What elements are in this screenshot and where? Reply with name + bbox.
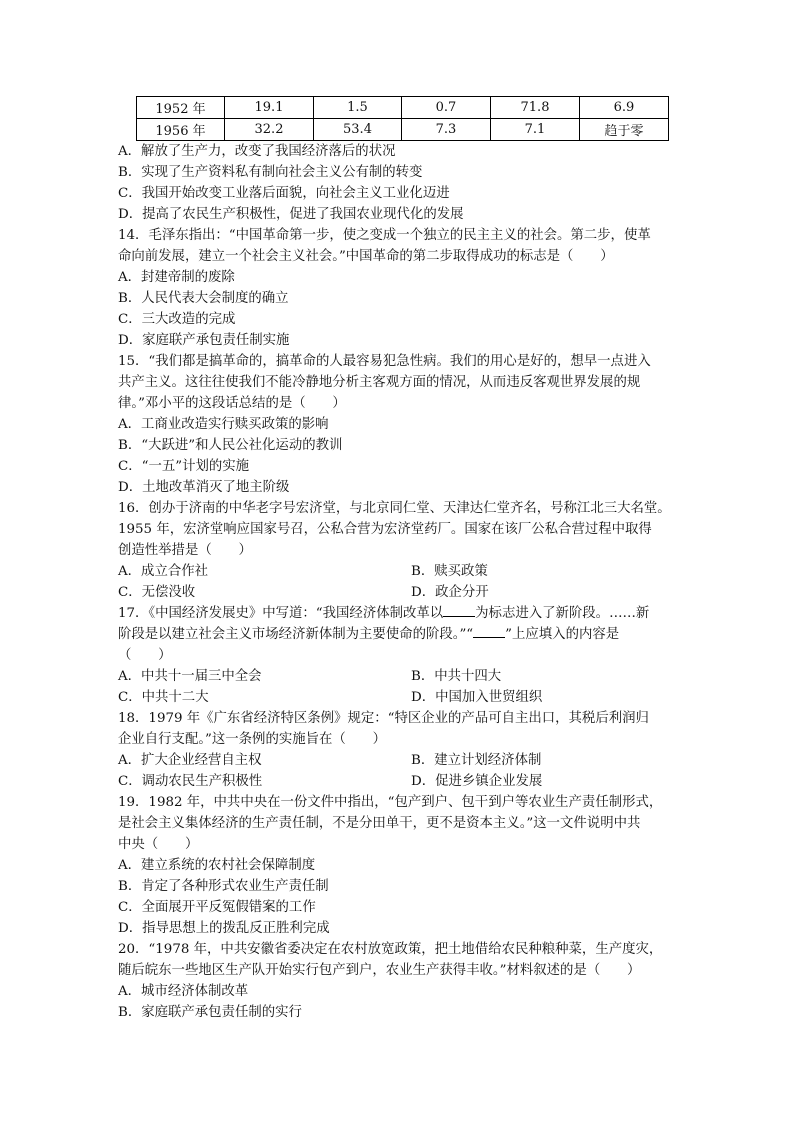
q17-stem-line (118, 603, 678, 624)
q18-stem-line: 18．1979 年《广东省经济特区条例》规定：“特区企业的产品可自主出口，其税后利润归 (118, 711, 649, 726)
table-cell: 71.8 (491, 97, 580, 119)
table-row (137, 119, 669, 141)
q18-stem-line: 企业自行支配。”这一条例的实施旨在（ ） (118, 732, 386, 747)
q19-option-d: D．指导思想上的拨乱反正胜利完成 (118, 921, 330, 936)
q19-stem-line: 是社会主义集体经济的生产责任制，不是分田单干，更不是资本主义。”这一文件说明中共 (118, 816, 641, 831)
q18-options-row (118, 750, 678, 771)
q14-option-d: D．家庭联产承包责任制实施 (118, 333, 290, 348)
table-cell: 19.1 (225, 97, 314, 119)
fill-blank (443, 603, 475, 617)
table-cell: 1952 年 (137, 97, 225, 119)
q16-option-a: A．成立合作社 (118, 564, 209, 579)
q20-stem-line: 随后皖东一些地区生产队开始实行包产到户，农业生产获得丰收。”材料叙述的是（ ） (118, 963, 641, 978)
q15-option-c: C．“一五”计划的实施 (118, 459, 250, 474)
q19-option-a: A．建立系统的农村社会保障制度 (118, 858, 316, 873)
q17-stem-text: 17．《中国经济发展史》中写道：“我国经济体制改革以 (118, 606, 444, 621)
table-cell: 趋于零 (580, 119, 669, 141)
q18-option-a: A．扩大企业经营自主权 (118, 753, 262, 768)
q19-stem-line: 中央（ ） (118, 837, 199, 852)
q17-option-a: A．中共十一届三中全会 (118, 669, 262, 684)
table-cell: 0.7 (402, 97, 491, 119)
q20-option-b: B．家庭联产承包责任制的实行 (118, 1005, 302, 1020)
exam-page (118, 96, 678, 1023)
table-cell: 53.4 (314, 119, 402, 141)
q14-option-c: C．三大改造的完成 (118, 312, 236, 327)
q17-option-d: D．中国加入世贸组织 (411, 690, 543, 705)
q19-option-b: B．肯定了各种形式农业生产责任制 (118, 879, 329, 894)
table-cell: 1956 年 (137, 119, 225, 141)
q19-stem-line: 19．1982 年，中共中央在一份文件中指出，“包产到户、包干到户等农业生产责任制形式， (118, 795, 663, 810)
q14-option-a: A．封建帝制的废除 (118, 270, 235, 285)
q20-stem-line: 20．“1978 年，中共安徽省委决定在农村放宽政策，把土地借给农民种粮种菜，生产度灾， (118, 942, 663, 957)
q17-stem-text: 阶段是以建立社会主义市场经济新体制为主要使命的阶段。”“ (118, 627, 474, 642)
table-row (137, 97, 669, 119)
q13-option-b: B．实现了生产资料私有制向社会主义公有制的转变 (118, 165, 423, 180)
q13-option-d: D．提高了农民生产积极性，促进了我国农业现代化的发展 (118, 207, 464, 222)
q20-option-a: A．城市经济体制改革 (118, 984, 249, 999)
q17-option-b: B．中共十四大 (411, 669, 502, 684)
q17-stem-line (118, 624, 678, 645)
q18-option-d: D．促进乡镇企业发展 (411, 774, 543, 789)
q13-option-a: A．解放了生产力，改变了我国经济落后的状况 (118, 144, 396, 159)
table-cell: 6.9 (580, 97, 669, 119)
q13-option-c: C．我国开始改变工业落后面貌，向社会主义工业化迈进 (118, 186, 450, 201)
fill-blank (473, 624, 505, 638)
q16-stem-line: 1955 年，宏济堂响应国家号召，公私合营为宏济堂药厂。国家在该厂公私合营过程中取得 (118, 522, 652, 537)
data-table (136, 96, 669, 141)
q16-options-row (118, 561, 678, 582)
q18-option-b: B．建立计划经济体制 (411, 753, 542, 768)
q15-option-a: A．工商业改造实行赎买政策的影响 (118, 417, 329, 432)
q18-options-row (118, 771, 678, 792)
q17-stem-text: ”上应填入的内容是 (505, 627, 620, 642)
q16-option-b: B．赎买政策 (411, 564, 488, 579)
q15-option-b: B．“大跃进”和人民公社化运动的教训 (118, 438, 343, 453)
q19-option-c: C．全面展开平反冤假错案的工作 (118, 900, 316, 915)
q14-option-b: B．人民代表大会制度的确立 (118, 291, 289, 306)
q16-option-d: D．政企分开 (411, 585, 489, 600)
q17-stem-line: （ ） (118, 648, 172, 663)
q17-options-row (118, 666, 678, 687)
q15-stem-line: 律。”邓小平的这段话总结的是（ ） (118, 396, 346, 411)
q15-stem-line: 15．“我们都是搞革命的，搞革命的人最容易犯急性病。我们的用心是好的，想早一点进入 (118, 354, 651, 369)
q16-option-c: C．无偿没收 (118, 585, 196, 600)
q14-stem-line: 命向前发展，建立一个社会主义社会。”中国革命的第二步取得成功的标志是（ ） (118, 249, 614, 264)
q17-option-c: C．中共十二大 (118, 690, 209, 705)
table-cell: 1.5 (314, 97, 402, 119)
q15-option-d: D．土地改革消灭了地主阶级 (118, 480, 290, 495)
table-cell: 7.3 (402, 119, 491, 141)
q16-stem-line: 创造性举措是（ ） (118, 543, 252, 558)
q14-stem-line: 14．毛泽东指出：“中国革命第一步，使之变成一个独立的民主主义的社会。第二步，使革 (118, 228, 651, 243)
q18-option-c: C．调动农民生产积极性 (118, 774, 263, 789)
q17-options-row (118, 687, 678, 708)
q15-stem-line: 共产主义。这往往使我们不能冷静地分析主客观方面的情况，从而违反客观世界发展的规 (118, 375, 641, 390)
table-cell: 32.2 (225, 119, 314, 141)
q16-stem-line: 16．创办于济南的中华老字号宏济堂，与北京同仁堂、天津达仁堂齐名，号称江北三大名堂。 (118, 501, 671, 516)
q17-stem-text: 为标志进入了新阶段。……新 (475, 606, 650, 621)
q16-options-row (118, 582, 678, 603)
table-cell: 7.1 (491, 119, 580, 141)
